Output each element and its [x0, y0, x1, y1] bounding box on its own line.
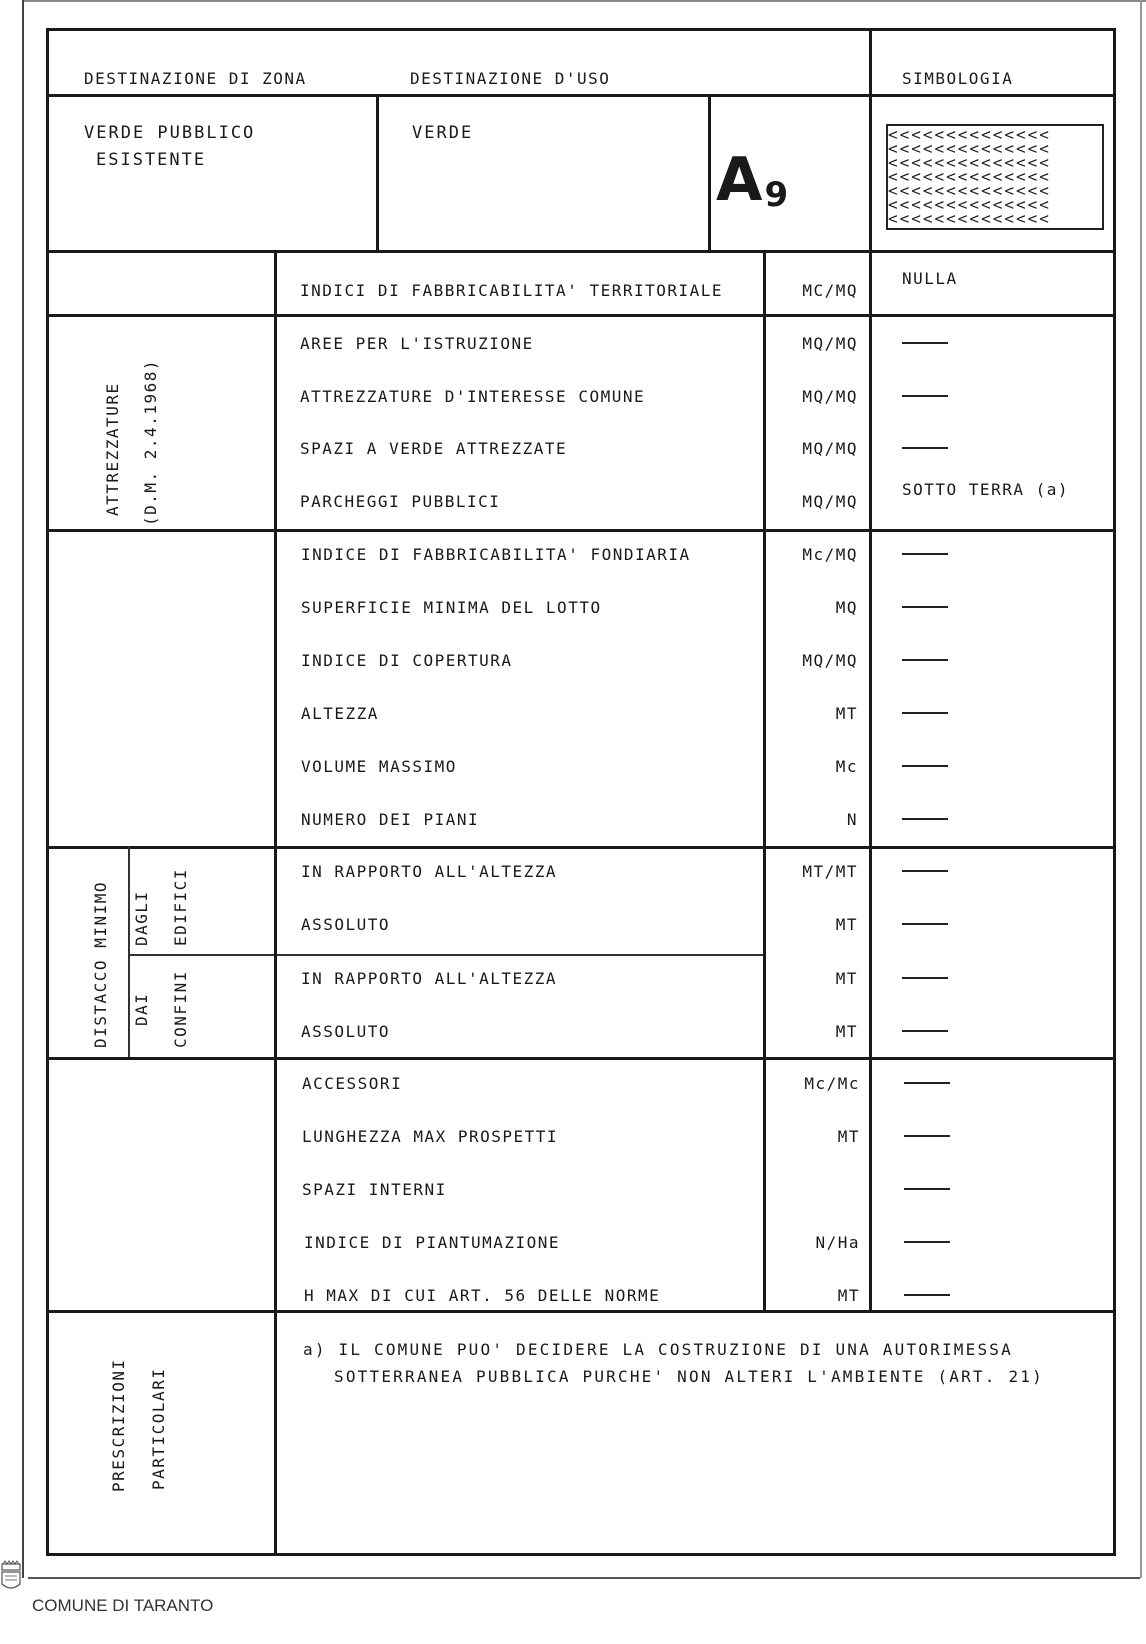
edilizia-row-unit: MT — [835, 704, 858, 723]
empty-value-dash — [902, 659, 948, 661]
row-divider — [46, 1310, 1116, 1313]
attrezzature-row-unit: MQ/MQ — [802, 492, 858, 511]
edilizia-row-label: NUMERO DEI PIANI — [301, 810, 480, 829]
attrezzature-row-label: AREE PER L'ISTRUZIONE — [300, 334, 534, 353]
distacco-row-label: ASSOLUTO — [301, 915, 391, 934]
distacco-row-unit: MT — [835, 969, 858, 988]
empty-value-dash — [904, 1082, 950, 1084]
indici-territoriale-label: INDICI DI FABBRICABILITA' TERRITORIALE — [300, 281, 724, 300]
zoning-table — [46, 28, 1116, 1556]
col-divider — [274, 250, 277, 1556]
attrezzature-group-sublabel: (D.M. 2.4.1968) — [141, 359, 160, 526]
empty-value-dash — [902, 818, 948, 820]
row-divider — [46, 846, 1116, 849]
row-divider-thin — [128, 954, 766, 956]
edilizia-row-unit: Mc — [835, 757, 858, 776]
col-divider — [763, 250, 766, 1310]
header-simbologia-label: SIMBOLOGIA — [902, 69, 1014, 88]
sheet-edge-left — [22, 0, 24, 1578]
empty-value-dash — [904, 1294, 950, 1296]
altri-row-label: SPAZI INTERNI — [302, 1180, 447, 1199]
sheet-edge-right — [1140, 0, 1142, 1578]
altri-row-unit: MT — [837, 1286, 860, 1305]
edilizia-row-unit: MQ/MQ — [802, 651, 858, 670]
attrezzature-row-label: SPAZI A VERDE ATTREZZATE — [300, 439, 568, 458]
footer-label: COMUNE DI TARANTO — [32, 1596, 214, 1615]
row-divider — [46, 94, 1116, 97]
empty-value-dash — [904, 1135, 950, 1137]
edilizia-row-label: INDICE DI FABBRICABILITA' FONDIARIA — [301, 545, 691, 564]
row-divider — [46, 1057, 1116, 1060]
edilizia-row-label: INDICE DI COPERTURA — [301, 651, 513, 670]
attrezzature-row-unit: MQ/MQ — [802, 334, 858, 353]
empty-value-dash — [902, 553, 948, 555]
uso-value: VERDE — [412, 123, 474, 143]
empty-value-dash — [902, 977, 948, 979]
indici-territoriale-value: NULLA — [902, 269, 958, 288]
edilizia-row-label: ALTEZZA — [301, 704, 379, 723]
attrezzature-group-label: ATTREZZATURE — [103, 382, 122, 516]
crest-icon — [0, 1560, 22, 1594]
prescrizioni-label-2: PARTICOLARI — [149, 1367, 168, 1490]
header-uso-label: DESTINAZIONE D'USO — [410, 69, 611, 88]
edilizia-row-label: SUPERFICIE MINIMA DEL LOTTO — [301, 598, 602, 617]
empty-value-dash — [902, 712, 948, 714]
prescrizioni-text-line1: a) IL COMUNE PUO' DECIDERE LA COSTRUZIONE DI UNA AUTORIMESSA — [303, 1340, 1013, 1359]
empty-value-dash — [902, 923, 948, 925]
row-divider — [46, 314, 1116, 317]
attrezzature-row-value: SOTTO TERRA (a) — [902, 480, 1069, 499]
row-divider — [46, 250, 1116, 253]
header-zona-label: DESTINAZIONE DI ZONA — [84, 69, 307, 88]
distacco-group-label: DISTACCO MINIMO — [91, 881, 110, 1048]
col-divider — [376, 94, 379, 250]
distacco-row-label: IN RAPPORTO ALL'ALTEZZA — [301, 862, 558, 881]
prescrizioni-text-line2: SOTTERRANEA PUBBLICA PURCHE' NON ALTERI L'AMBIENTE (ART. 21) — [334, 1367, 1044, 1386]
empty-value-dash — [904, 1188, 950, 1190]
zone-code-number: 9 — [764, 175, 789, 215]
zona-value-line2: ESISTENTE — [96, 150, 207, 170]
altri-row-unit: Mc/Mc — [804, 1074, 860, 1093]
distacco-edifici-label-1: DAGLI — [132, 890, 151, 946]
empty-value-dash — [902, 342, 948, 344]
hatch-symbol: <<<<<<<<<<<<<< <<<<<<<<<<<<<< <<<<<<<<<<<<<< <<<<<<<<<<<<<< <<<<<<<<<<<<<< <<<<<<<<<<<<<< <<<<<<<<<<<<<< — [886, 124, 1104, 230]
distacco-row-label: ASSOLUTO — [301, 1022, 391, 1041]
empty-value-dash — [902, 1030, 948, 1032]
empty-value-dash — [902, 395, 948, 397]
distacco-confini-label-2: CONFINI — [171, 970, 190, 1048]
col-divider-thin — [128, 846, 130, 1057]
col-divider — [869, 28, 872, 1310]
distacco-row-label: IN RAPPORTO ALL'ALTEZZA — [301, 969, 558, 988]
distacco-edifici-label-2: EDIFICI — [171, 868, 190, 946]
altri-row-label: H MAX DI CUI ART. 56 DELLE NORME — [304, 1286, 661, 1305]
distacco-row-unit: MT — [835, 915, 858, 934]
distacco-confini-label-1: DAI — [132, 992, 151, 1026]
zone-code-letter: A — [716, 145, 763, 215]
footer-rule — [28, 1577, 1140, 1579]
altri-row-unit: N/Ha — [815, 1233, 860, 1252]
sheet-edge-top — [22, 0, 1146, 2]
altri-row-label: INDICE DI PIANTUMAZIONE — [304, 1233, 561, 1252]
zone-code — [716, 145, 789, 215]
altri-row-label: LUNGHEZZA MAX PROSPETTI — [302, 1127, 559, 1146]
distacco-row-unit: MT/MT — [802, 862, 858, 881]
distacco-row-unit: MT — [835, 1022, 858, 1041]
empty-value-dash — [902, 765, 948, 767]
empty-value-dash — [902, 447, 948, 449]
edilizia-row-unit: Mc/MQ — [802, 545, 858, 564]
col-divider — [708, 94, 711, 250]
attrezzature-row-unit: MQ/MQ — [802, 387, 858, 406]
empty-value-dash — [902, 606, 948, 608]
zona-value-line1: VERDE PUBBLICO — [84, 123, 256, 143]
altri-row-unit: MT — [837, 1127, 860, 1146]
altri-row-label: ACCESSORI — [302, 1074, 403, 1093]
prescrizioni-label-1: PRESCRIZIONI — [109, 1358, 128, 1492]
edilizia-row-label: VOLUME MASSIMO — [301, 757, 457, 776]
attrezzature-row-unit: MQ/MQ — [802, 439, 858, 458]
attrezzature-row-label: PARCHEGGI PUBBLICI — [300, 492, 501, 511]
row-divider — [46, 529, 1116, 532]
edilizia-row-unit: MQ — [835, 598, 858, 617]
indici-territoriale-unit: MC/MQ — [802, 281, 858, 300]
attrezzature-row-label: ATTREZZATURE D'INTERESSE COMUNE — [300, 387, 646, 406]
edilizia-row-unit: N — [846, 810, 858, 829]
empty-value-dash — [904, 1241, 950, 1243]
empty-value-dash — [902, 870, 948, 872]
